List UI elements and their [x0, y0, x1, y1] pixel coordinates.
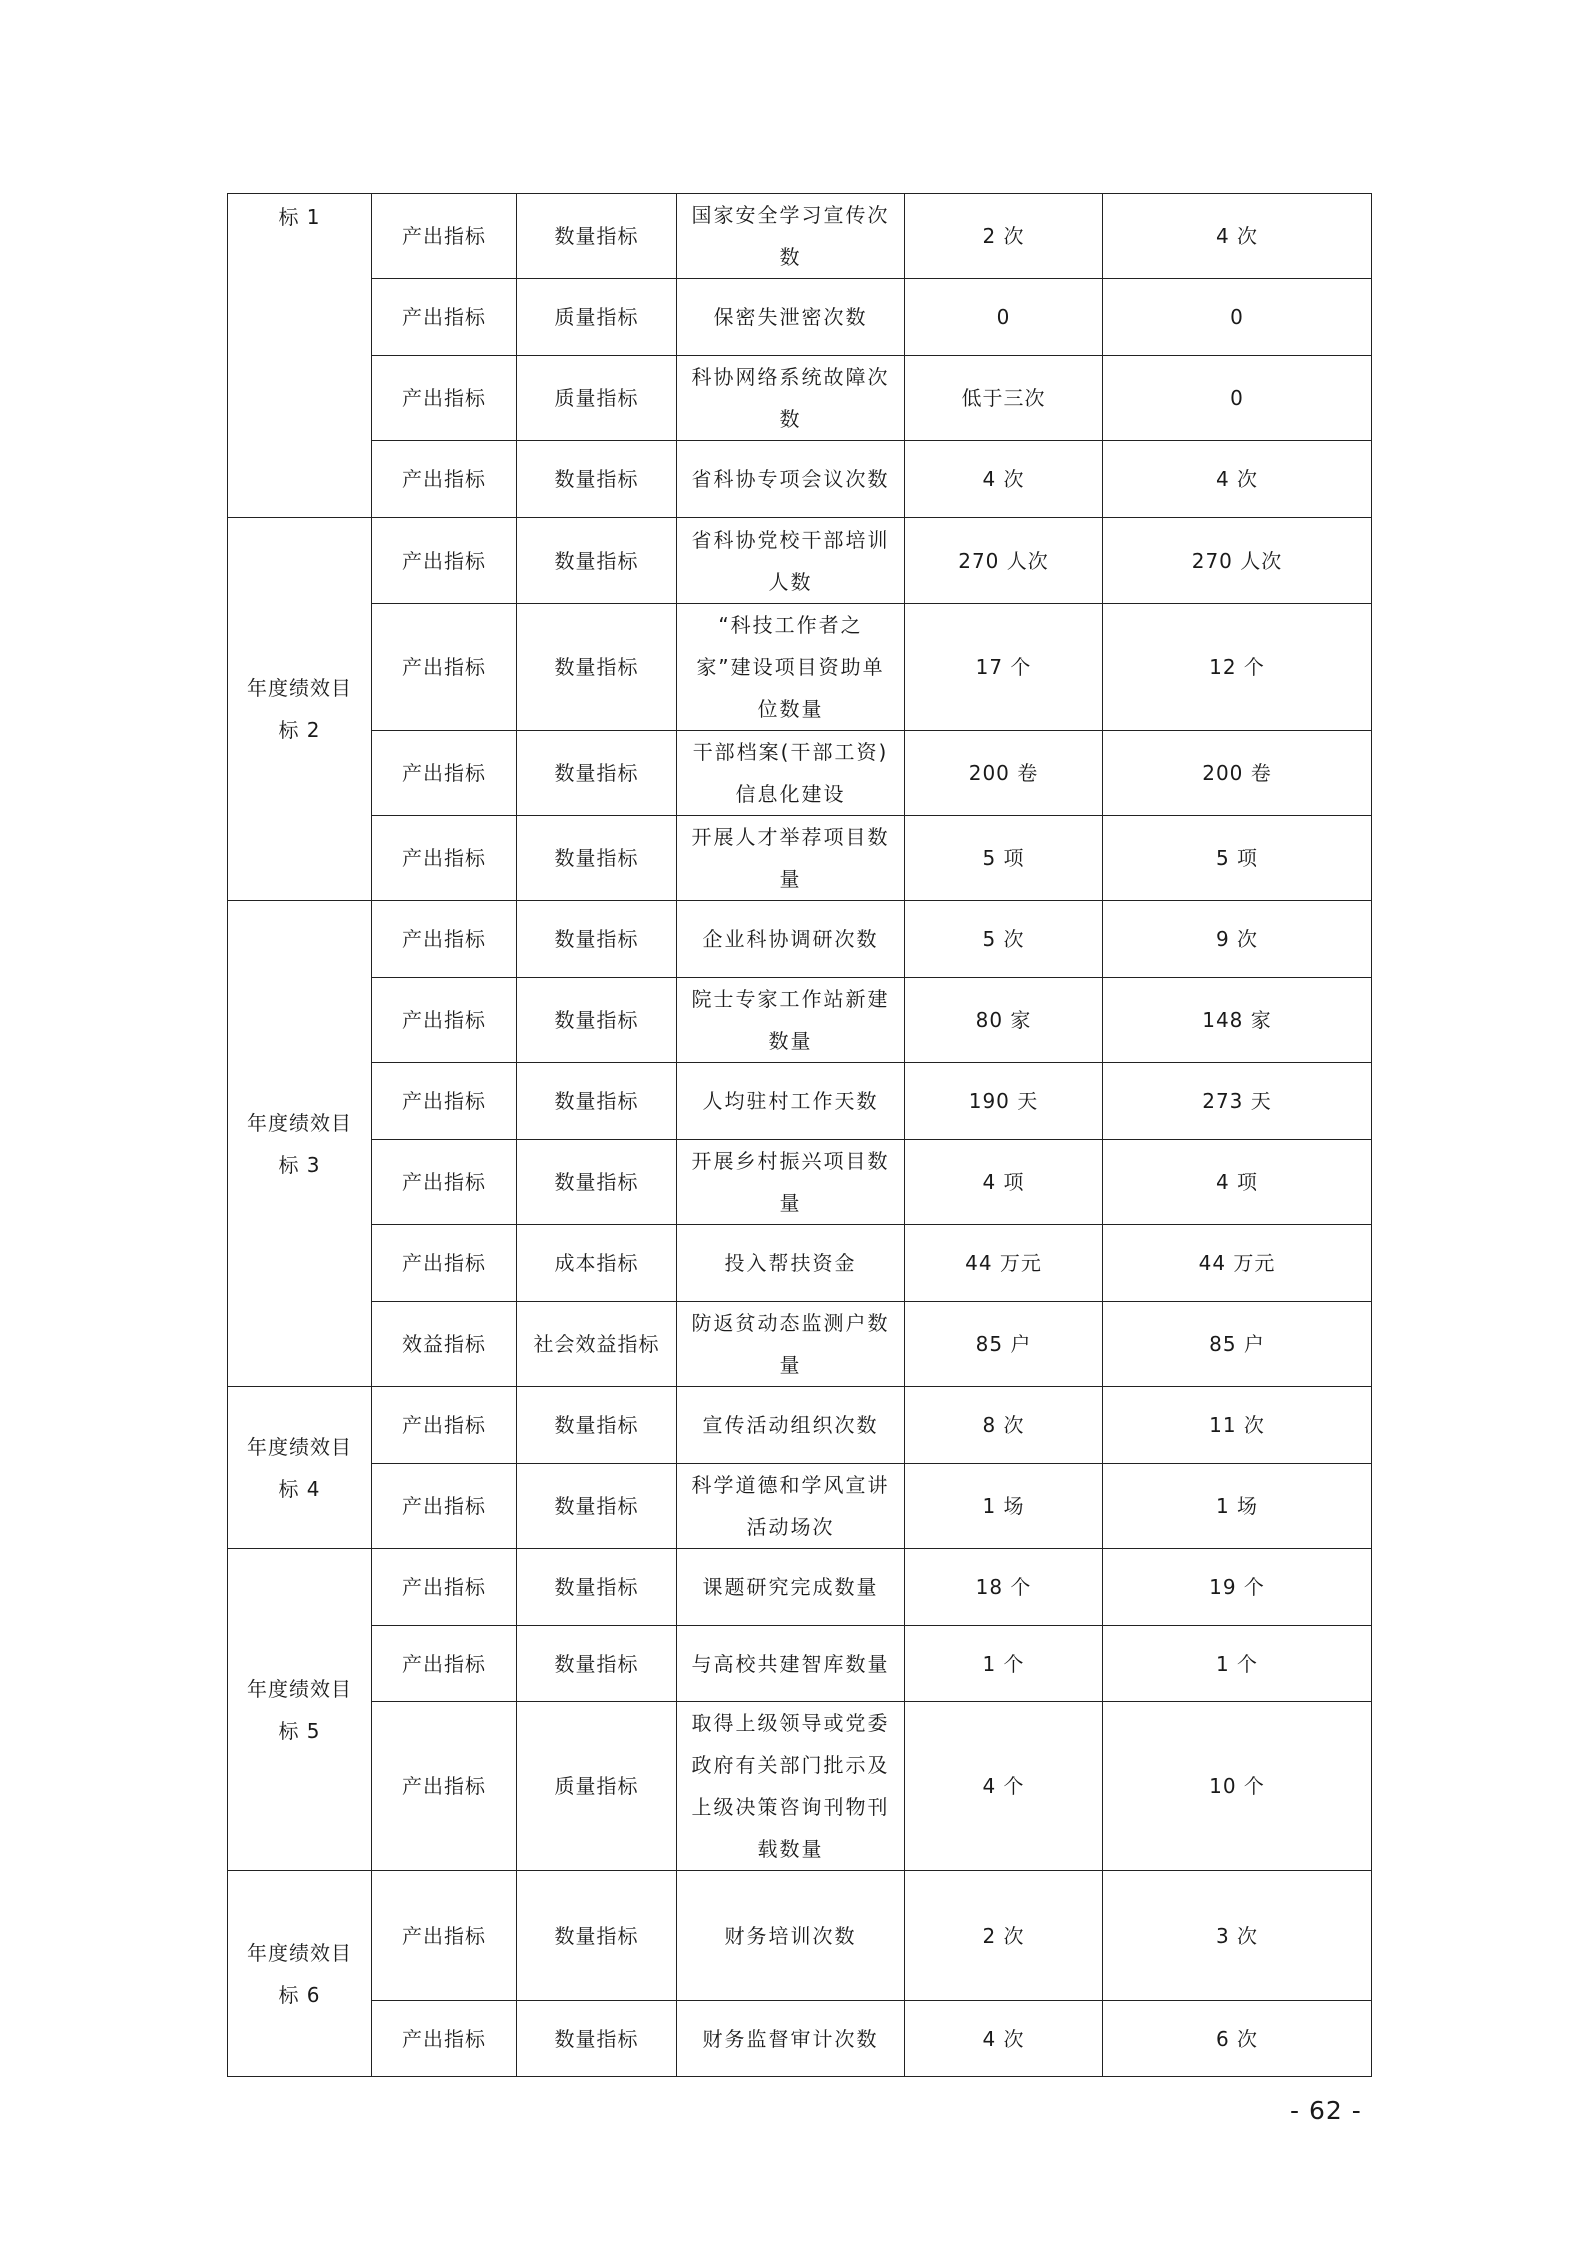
- actual-value-cell: 4 项: [1103, 1140, 1372, 1225]
- level2-indicator-cell: 数量指标: [517, 194, 677, 279]
- table-row: [228, 441, 1372, 518]
- level1-indicator-cell: 产出指标: [372, 279, 517, 356]
- table-row: [228, 1063, 1372, 1140]
- target-value-cell: 200 卷: [905, 731, 1103, 816]
- level2-indicator-cell: 质量指标: [517, 279, 677, 356]
- table-row: [228, 356, 1372, 441]
- level2-indicator-cell: 成本指标: [517, 1225, 677, 1302]
- level2-indicator-cell: 数量指标: [517, 518, 677, 604]
- level2-indicator-cell: 数量指标: [517, 2001, 677, 2077]
- target-value-cell: 17 个: [905, 604, 1103, 731]
- indicator-name-cell: “科技工作者之家”建设项目资助单位数量: [677, 604, 905, 731]
- table-row: [228, 1626, 1372, 1702]
- level1-indicator-cell: 产出指标: [372, 978, 517, 1063]
- performance-table: [227, 193, 1372, 2077]
- actual-value-cell: 1 场: [1103, 1464, 1372, 1549]
- actual-value-cell: 44 万元: [1103, 1225, 1372, 1302]
- indicator-name-cell: 财务监督审计次数: [677, 2001, 905, 2077]
- table-row: [228, 1549, 1372, 1626]
- indicator-name-cell: 科协网络系统故障次数: [677, 356, 905, 441]
- level2-indicator-cell: 数量指标: [517, 1871, 677, 2001]
- level1-indicator-cell: 产出指标: [372, 901, 517, 978]
- table-row: [228, 279, 1372, 356]
- actual-value-cell: 1 个: [1103, 1626, 1372, 1702]
- indicator-name-cell: 开展乡村振兴项目数量: [677, 1140, 905, 1225]
- table-row: [228, 1464, 1372, 1549]
- table-row: [228, 978, 1372, 1063]
- table-row: [228, 1140, 1372, 1225]
- target-value-cell: 18 个: [905, 1549, 1103, 1626]
- indicator-name-cell: 投入帮扶资金: [677, 1225, 905, 1302]
- page-number: - 62 -: [1290, 2096, 1362, 2125]
- level1-indicator-cell: 产出指标: [372, 356, 517, 441]
- target-value-cell: 4 次: [905, 441, 1103, 518]
- table-row: [228, 1387, 1372, 1464]
- indicator-name-cell: 院士专家工作站新建数量: [677, 978, 905, 1063]
- indicator-name-cell: 科学道德和学风宣讲活动场次: [677, 1464, 905, 1549]
- level1-indicator-cell: 效益指标: [372, 1302, 517, 1387]
- target-value-cell: 270 人次: [905, 518, 1103, 604]
- level1-indicator-cell: 产出指标: [372, 1626, 517, 1702]
- target-value-cell: 80 家: [905, 978, 1103, 1063]
- level1-indicator-cell: 产出指标: [372, 1225, 517, 1302]
- indicator-name-cell: 省科协专项会议次数: [677, 441, 905, 518]
- actual-value-cell: 5 项: [1103, 816, 1372, 901]
- level1-indicator-cell: 产出指标: [372, 1464, 517, 1549]
- indicator-name-cell: 与高校共建智库数量: [677, 1626, 905, 1702]
- indicator-name-cell: 干部档案(干部工资)信息化建设: [677, 731, 905, 816]
- actual-value-cell: 0: [1103, 356, 1372, 441]
- level2-indicator-cell: 数量指标: [517, 1063, 677, 1140]
- level1-indicator-cell: 产出指标: [372, 1549, 517, 1626]
- level1-indicator-cell: 产出指标: [372, 518, 517, 604]
- table-row: [228, 1871, 1372, 2001]
- goal-cell: 年度绩效目标 5: [228, 1549, 372, 1871]
- level1-indicator-cell: 产出指标: [372, 1387, 517, 1464]
- actual-value-cell: 19 个: [1103, 1549, 1372, 1626]
- table-row: [228, 731, 1372, 816]
- actual-value-cell: 12 个: [1103, 604, 1372, 731]
- table-row: [228, 1302, 1372, 1387]
- target-value-cell: 4 项: [905, 1140, 1103, 1225]
- level1-indicator-cell: 产出指标: [372, 2001, 517, 2077]
- target-value-cell: 4 次: [905, 2001, 1103, 2077]
- level2-indicator-cell: 社会效益指标: [517, 1302, 677, 1387]
- table-row: [228, 1702, 1372, 1871]
- table-row: [228, 194, 1372, 279]
- indicator-name-cell: 保密失泄密次数: [677, 279, 905, 356]
- table-row: [228, 816, 1372, 901]
- actual-value-cell: 270 人次: [1103, 518, 1372, 604]
- target-value-cell: 5 项: [905, 816, 1103, 901]
- indicator-name-cell: 企业科协调研次数: [677, 901, 905, 978]
- actual-value-cell: 4 次: [1103, 441, 1372, 518]
- level2-indicator-cell: 数量指标: [517, 901, 677, 978]
- indicator-name-cell: 取得上级领导或党委政府有关部门批示及上级决策咨询刊物刊载数量: [677, 1702, 905, 1871]
- target-value-cell: 44 万元: [905, 1225, 1103, 1302]
- level2-indicator-cell: 数量指标: [517, 1549, 677, 1626]
- target-value-cell: 5 次: [905, 901, 1103, 978]
- goal-cell: 年度绩效目标 2: [228, 518, 372, 901]
- target-value-cell: 2 次: [905, 1871, 1103, 2001]
- level2-indicator-cell: 数量指标: [517, 1626, 677, 1702]
- indicator-name-cell: 人均驻村工作天数: [677, 1063, 905, 1140]
- indicator-name-cell: 开展人才举荐项目数量: [677, 816, 905, 901]
- target-value-cell: 2 次: [905, 194, 1103, 279]
- level2-indicator-cell: 质量指标: [517, 356, 677, 441]
- table-row: [228, 518, 1372, 604]
- level1-indicator-cell: 产出指标: [372, 731, 517, 816]
- indicator-name-cell: 国家安全学习宣传次数: [677, 194, 905, 279]
- target-value-cell: 8 次: [905, 1387, 1103, 1464]
- actual-value-cell: 6 次: [1103, 2001, 1372, 2077]
- level2-indicator-cell: 质量指标: [517, 1702, 677, 1871]
- goal-cell: 年度绩效目标 6: [228, 1871, 372, 2077]
- actual-value-cell: 0: [1103, 279, 1372, 356]
- target-value-cell: 低于三次: [905, 356, 1103, 441]
- level1-indicator-cell: 产出指标: [372, 1702, 517, 1871]
- level2-indicator-cell: 数量指标: [517, 978, 677, 1063]
- actual-value-cell: 3 次: [1103, 1871, 1372, 2001]
- level2-indicator-cell: 数量指标: [517, 1140, 677, 1225]
- performance-table-body: [228, 194, 1372, 2077]
- target-value-cell: 1 场: [905, 1464, 1103, 1549]
- indicator-name-cell: 防返贫动态监测户数量: [677, 1302, 905, 1387]
- table-row: [228, 901, 1372, 978]
- table-row: [228, 1225, 1372, 1302]
- level2-indicator-cell: 数量指标: [517, 1387, 677, 1464]
- indicator-name-cell: 财务培训次数: [677, 1871, 905, 2001]
- target-value-cell: 4 个: [905, 1702, 1103, 1871]
- level2-indicator-cell: 数量指标: [517, 731, 677, 816]
- actual-value-cell: 4 次: [1103, 194, 1372, 279]
- level1-indicator-cell: 产出指标: [372, 441, 517, 518]
- level1-indicator-cell: 产出指标: [372, 816, 517, 901]
- goal-cell: 年度绩效目标 3: [228, 901, 372, 1387]
- target-value-cell: 85 户: [905, 1302, 1103, 1387]
- target-value-cell: 0: [905, 279, 1103, 356]
- level1-indicator-cell: 产出指标: [372, 1140, 517, 1225]
- indicator-name-cell: 宣传活动组织次数: [677, 1387, 905, 1464]
- actual-value-cell: 9 次: [1103, 901, 1372, 978]
- actual-value-cell: 273 天: [1103, 1063, 1372, 1140]
- indicator-name-cell: 课题研究完成数量: [677, 1549, 905, 1626]
- goal-cell: 年度绩效目标 4: [228, 1387, 372, 1549]
- table-row: [228, 2001, 1372, 2077]
- actual-value-cell: 85 户: [1103, 1302, 1372, 1387]
- level2-indicator-cell: 数量指标: [517, 1464, 677, 1549]
- level1-indicator-cell: 产出指标: [372, 604, 517, 731]
- level2-indicator-cell: 数量指标: [517, 604, 677, 731]
- level1-indicator-cell: 产出指标: [372, 194, 517, 279]
- actual-value-cell: 10 个: [1103, 1702, 1372, 1871]
- level2-indicator-cell: 数量指标: [517, 441, 677, 518]
- actual-value-cell: 148 家: [1103, 978, 1372, 1063]
- level1-indicator-cell: 产出指标: [372, 1063, 517, 1140]
- actual-value-cell: 11 次: [1103, 1387, 1372, 1464]
- target-value-cell: 190 天: [905, 1063, 1103, 1140]
- target-value-cell: 1 个: [905, 1626, 1103, 1702]
- level1-indicator-cell: 产出指标: [372, 1871, 517, 2001]
- goal-cell: 标 1: [228, 194, 372, 518]
- indicator-name-cell: 省科协党校干部培训人数: [677, 518, 905, 604]
- actual-value-cell: 200 卷: [1103, 731, 1372, 816]
- table-row: [228, 604, 1372, 731]
- level2-indicator-cell: 数量指标: [517, 816, 677, 901]
